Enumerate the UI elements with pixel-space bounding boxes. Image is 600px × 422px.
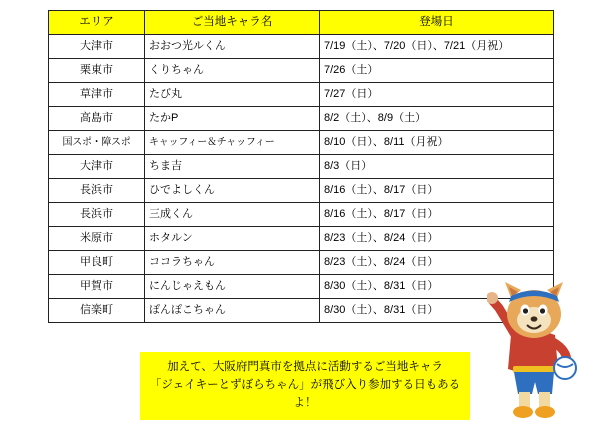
cell-appearance-date: 8/23（土）、8/24（日）	[320, 251, 554, 275]
table-header-row	[49, 11, 554, 35]
cell-area: 信楽町	[49, 299, 145, 323]
cell-character-name: たび丸	[145, 83, 320, 107]
table-row	[49, 251, 554, 275]
column-header-character-name: ご当地キャラ名	[145, 11, 320, 35]
cell-appearance-date: 8/10（日）、8/11（月祝）	[320, 131, 554, 155]
table-row	[49, 35, 554, 59]
cell-appearance-date: 8/16（土）、8/17（日）	[320, 203, 554, 227]
cell-appearance-date: 8/2（土）、8/9（土）	[320, 107, 554, 131]
table-row	[49, 227, 554, 251]
cell-character-name: くりちゃん	[145, 59, 320, 83]
table-header	[49, 11, 554, 35]
table-row	[49, 203, 554, 227]
table-row	[49, 131, 554, 155]
cell-area: 長浜市	[49, 179, 145, 203]
cell-character-name: たかP	[145, 107, 320, 131]
cell-area: 大津市	[49, 155, 145, 179]
table-row	[49, 59, 554, 83]
cell-area: 長浜市	[49, 203, 145, 227]
notice-line-2: 「ジェイキーとずぼらちゃん」が飛び入り参加する日もあるよ！	[149, 378, 461, 409]
table-row	[49, 275, 554, 299]
table-row	[49, 155, 554, 179]
column-header-appearance-date: 登場日	[320, 11, 554, 35]
notice-line-1: 加えて、大阪府門真市を拠点に活動するご当地キャラ	[167, 361, 443, 373]
cell-character-name: ひでよしくん	[145, 179, 320, 203]
notice-banner	[140, 352, 470, 420]
cell-appearance-date: 8/30（土）、8/31（日）	[320, 299, 554, 323]
character-schedule-table	[48, 10, 554, 323]
cell-area: 栗東市	[49, 59, 145, 83]
mascot-illustration	[487, 280, 582, 420]
cell-appearance-date: 7/19（土）、7/20（日）、7/21（月祝）	[320, 35, 554, 59]
cell-area: 高島市	[49, 107, 145, 131]
cell-area: 草津市	[49, 83, 145, 107]
cell-character-name: 三成くん	[145, 203, 320, 227]
cell-character-name: おおつ光ルくん	[145, 35, 320, 59]
cell-area: 国スポ・障スポ	[49, 131, 145, 155]
table-row	[49, 299, 554, 323]
cell-character-name: ちま吉	[145, 155, 320, 179]
cell-area: 甲賀市	[49, 275, 145, 299]
cell-appearance-date: 7/26（土）	[320, 59, 554, 83]
table-body	[49, 35, 554, 323]
cell-appearance-date: 8/16（土）、8/17（日）	[320, 179, 554, 203]
cell-character-name: キャッフィー＆チャッフィー	[145, 131, 320, 155]
cell-character-name: ココラちゃん	[145, 251, 320, 275]
cell-area: 大津市	[49, 35, 145, 59]
table-row	[49, 107, 554, 131]
table-row	[49, 83, 554, 107]
cell-appearance-date: 8/30（土）、8/31（日）	[320, 275, 554, 299]
cell-character-name: ぽんぽこちゃん	[145, 299, 320, 323]
cell-character-name: ホタルン	[145, 227, 320, 251]
column-header-area: エリア	[49, 11, 145, 35]
cell-appearance-date: 8/3（日）	[320, 155, 554, 179]
cell-character-name: にんじゃえもん	[145, 275, 320, 299]
cell-area: 米原市	[49, 227, 145, 251]
cell-area: 甲良町	[49, 251, 145, 275]
cell-appearance-date: 7/27（日）	[320, 83, 554, 107]
table-row	[49, 179, 554, 203]
cell-appearance-date: 8/23（土）、8/24（日）	[320, 227, 554, 251]
